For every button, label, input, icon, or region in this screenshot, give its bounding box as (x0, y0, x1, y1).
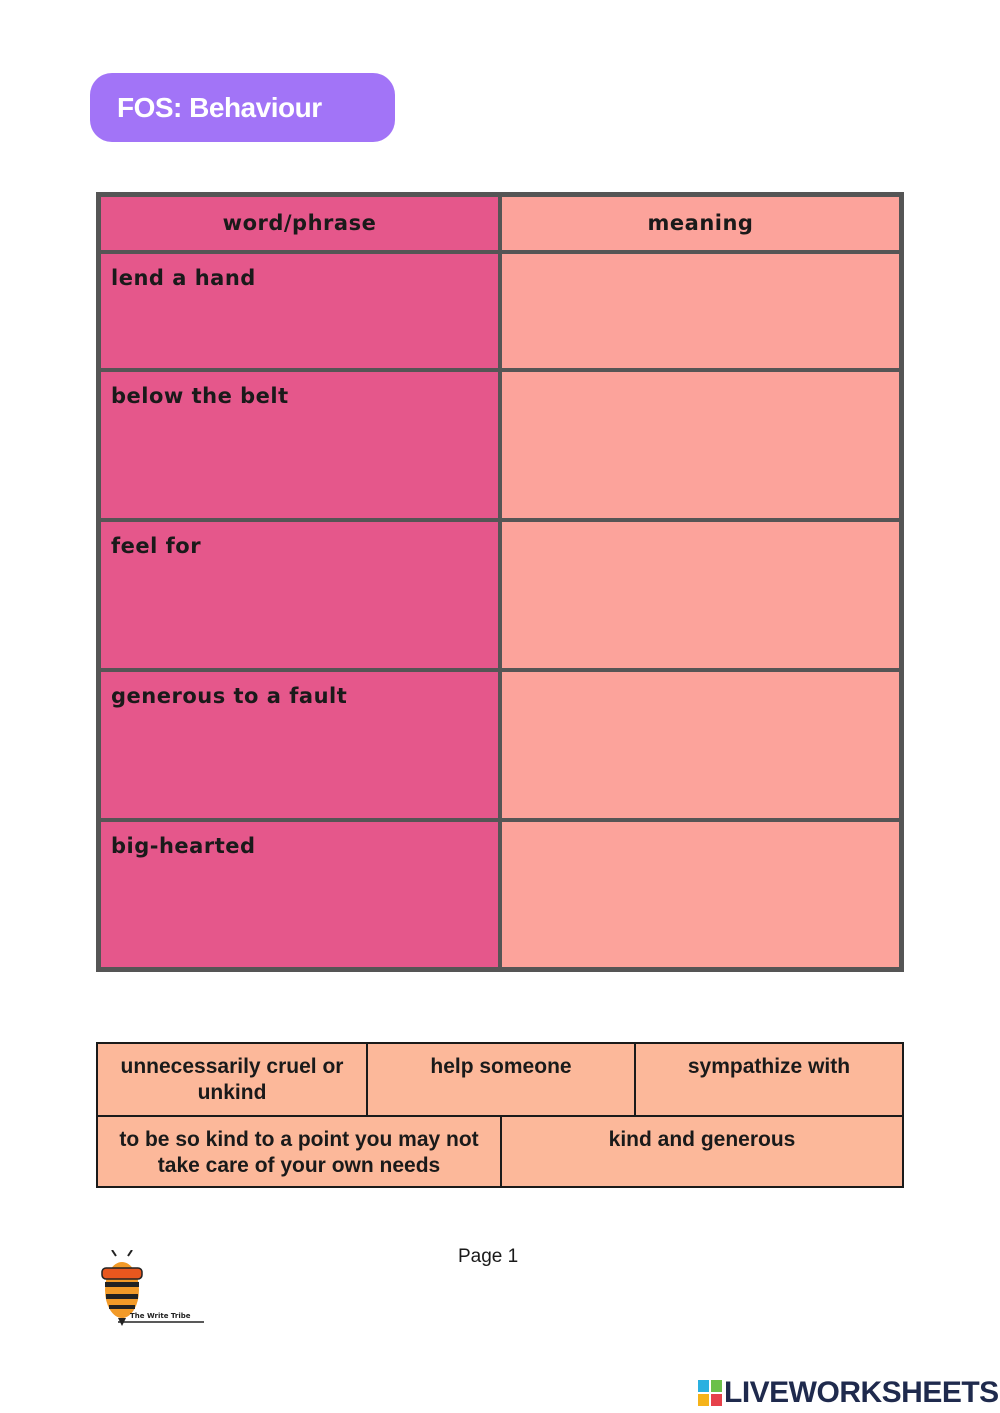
word-cell: lend a hand (99, 252, 501, 370)
title-banner (90, 73, 395, 142)
meaning-drop-zone[interactable] (500, 670, 902, 820)
page-number: Page 1 (458, 1246, 519, 1267)
word-cell: feel for (99, 520, 501, 670)
meaning-drop-zone[interactable] (500, 252, 902, 370)
word-cell: big-hearted (99, 820, 501, 970)
header-word-phrase: word/phrase (99, 195, 501, 252)
table-row (99, 820, 902, 970)
liveworksheets-logo-icon (698, 1380, 722, 1406)
word-bank (96, 1042, 904, 1188)
word-bank-row (98, 1044, 902, 1115)
meaning-drop-zone[interactable] (500, 520, 902, 670)
word-cell: generous to a fault (99, 670, 501, 820)
header-meaning: meaning (500, 195, 902, 252)
word-bank-option[interactable]: to be so kind to a point you may not take care of your own needs (119, 1128, 479, 1177)
word-bank-option[interactable]: unnecessarily cruel or unkind (120, 1055, 344, 1104)
logo-text: The Write Tribe (130, 1312, 191, 1320)
liveworksheets-brand (698, 1376, 999, 1410)
word-cell: below the belt (99, 370, 501, 520)
table-header-row (99, 195, 902, 252)
bee-logo-icon (96, 1250, 206, 1326)
meaning-drop-zone[interactable] (500, 370, 902, 520)
table-row (99, 252, 902, 370)
word-bank-option[interactable]: sympathize with (634, 1044, 902, 1115)
page-title: FOS: Behaviour (117, 91, 322, 123)
word-bank-option[interactable]: help someone (366, 1044, 634, 1115)
table-row (99, 520, 902, 670)
brand-text: LIVEWORKSHEETS (724, 1376, 999, 1409)
vocabulary-table (96, 192, 904, 972)
word-bank-row (98, 1115, 902, 1186)
meaning-drop-zone[interactable] (500, 820, 902, 970)
table-row (99, 370, 902, 520)
word-bank-option[interactable]: kind and generous (500, 1117, 902, 1186)
table-row (99, 670, 902, 820)
